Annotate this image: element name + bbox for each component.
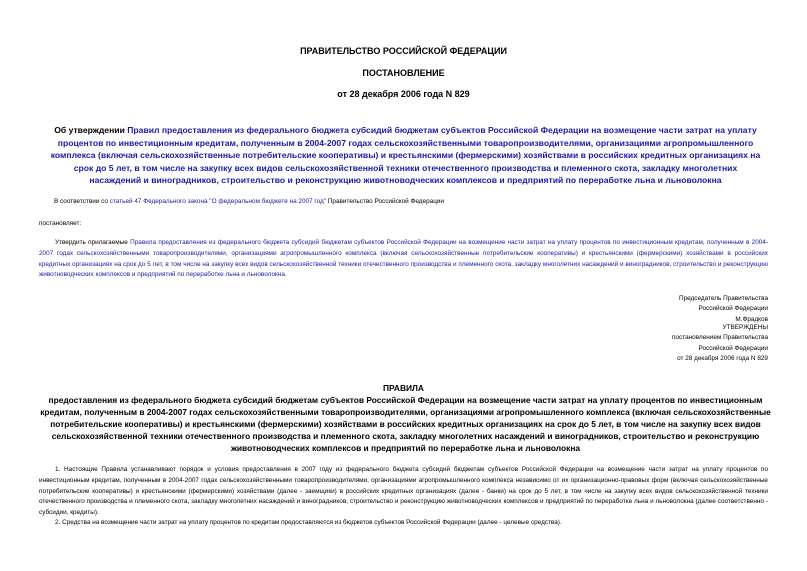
approved-block xyxy=(468,323,768,365)
preamble-prefix: В соответствии со xyxy=(54,198,110,205)
document-date: от 28 декабря 2006 года N 829 xyxy=(337,89,470,99)
approved-date: от 28 декабря 2006 года N 829 xyxy=(677,355,768,363)
document-title xyxy=(48,124,763,187)
rules-heading: ПРАВИЛА xyxy=(383,383,424,393)
title-prefix: Об утверждении xyxy=(54,125,128,135)
preamble-paragraph xyxy=(54,197,774,208)
document-type: ПОСТАНОВЛЕНИЕ xyxy=(362,68,445,78)
approved-heading: УТВЕРЖДЕНЫ xyxy=(722,324,768,331)
government-heading: ПРАВИТЕЛЬСТВО РОССИЙСКОЙ ФЕДЕРАЦИИ xyxy=(300,46,507,56)
approved-by: постановлением Правительства xyxy=(672,334,768,342)
preamble-suffix: Правительство Российской Федерации xyxy=(326,198,444,205)
approve-paragraph xyxy=(39,238,768,281)
signature-name: М.Фрадков xyxy=(735,315,768,323)
rules-subtitle: предоставления из федерального бюджета субсидий бюджетам субъектов Российской Федерации на возмещение части затрат на уплату процентов по инвестиционным кредитам, полученным в 2004-2007 годах сельскохозяйственными товаропроизводителями, организациями агропромышленного комплекса (включая сельскохозяйственные потребительские кооперативы) и крестьянскими (фермерскими) хозяйствами в российских кредитных организациях на срок до 5 лет, в том числе на закупку всех видов сельскохозяйственной техники отечественного производства и племенного скота, закладку многолетних насаждений и виноградников, строительство и реконструкцию животноводческих комплексов и предприятий по переработке льна и льноволокна xyxy=(40,395,771,453)
rules-paragraph-2: 2. Средства на возмещение части затрат на уплату процентов по кредитам предоставляются из бюджетов субъектов Российской Федерации (далее - целевые средства). xyxy=(55,519,562,526)
signature-country: Российской Федерации xyxy=(698,305,768,313)
federal-law-link[interactable]: статьей 47 Федерального закона "О федеральном бюджете на 2007 год" xyxy=(109,198,327,205)
resolves-text: постановляет: xyxy=(39,220,82,227)
title-rules-link[interactable]: Правил предоставления из федерального бюджета субсидий бюджетам субъектов Российской Федерации на возмещение части затрат на уплату процентов по инвестиционным кредитам, полученным в 2004-2007 годах сельскохозяйственными товаропроизводителями, организациями агропромышленного комплекса (включая сельскохозяйственные потребительские кооперативы) и крестьянскими (фермерскими) хозяйствами в российских кредитных организациях на срок до 5 лет, в том числе на закупку всех видов сельскохозяйственной техники отечественного производства и племенного скота, закладку многолетних насаждений и виноградников, строительство и реконструкцию животноводческих комплексов и предприятий по переработке льна и льноволокна xyxy=(50,125,761,186)
signature-block xyxy=(468,294,768,325)
signature-position: Председатель Правительства xyxy=(679,295,768,302)
rules-paragraph-1: 1. Настоящие Правила устанавливают порядок и условия предоставления в 2007 году из федерального бюджета субсидий бюджетам субъектов Российской Федерации на возмещение части затрат на уплату процентов по инвестиционным кредитам, полученным в 2004-2007 годах сельскохозяйственными товаропроизводителями, организациями агропромышленного комплекса независимо от их организационно-правовых форм (включая сельскохозяйственные потребительские кооперативы) и крестьянскими (фермерскими) хозяйствами (далее - заемщики) в российских кредитных организациях (далее - банки) на срок до 5 лет, в том числе на закупку всех видов сельскохозяйственной техники отечественного производства и племенного скота, закладку многолетних насаждений и виноградников, строительство и реконструкцию животноводческих комплексов и предприятий по переработке льна и льноволокна (далее соответственно - субсидии, кредиты). xyxy=(39,466,768,517)
approve-prefix: Утвердить прилагаемые xyxy=(55,239,131,246)
approved-rules-link[interactable]: Правила предоставления из федерального бюджета субсидий бюджетам субъектов Российской Федерации на возмещение части затрат на уплату процентов по инвестиционным кредитам, полученным в 2004-2007 годах сельскохозяйственными товаропроизводителями, организациями агропромышленного комплекса (включая сельскохозяйственные потребительские кооперативы) и крестьянскими (фермерскими) хозяйствами в российских кредитных организациях на срок до 5 лет, в том числе на закупку всех видов сельскохозяйственной техники отечественного производства и племенного скота, закладку многолетних насаждений и виноградников, строительство и реконструкцию животноводческих комплексов и предприятий по переработке льна и льноволокна. xyxy=(39,239,768,279)
approved-country: Российской Федерации xyxy=(698,344,768,352)
